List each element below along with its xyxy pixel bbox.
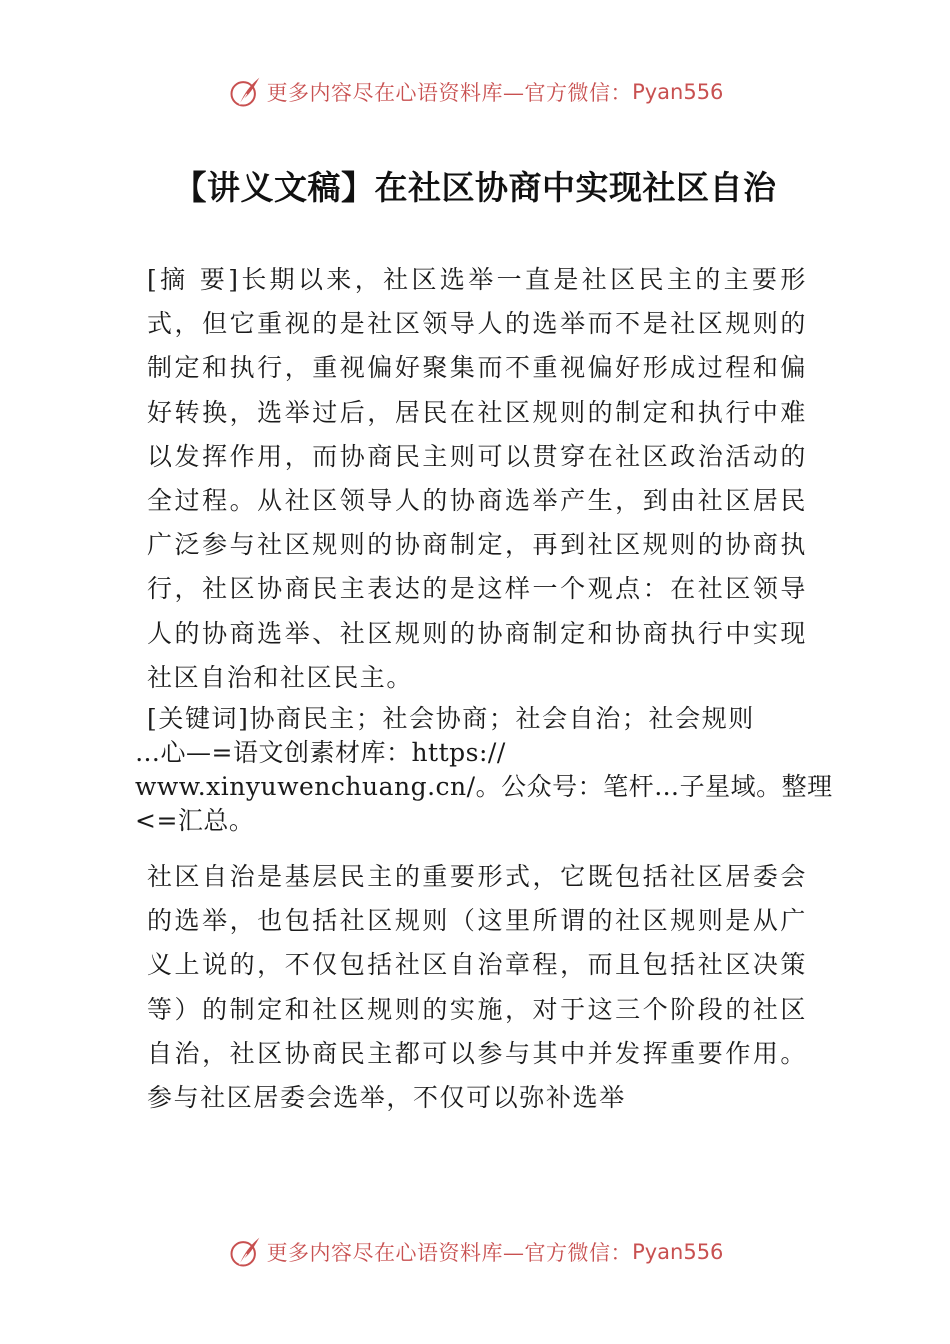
keywords-line: [关键词]协商民主；社会协商；社会自治；社会规则 [147,704,755,733]
abstract-paragraph: [摘 要]长期以来，社区选举一直是社区民主的主要形式，但它重视的是社区领导人的选举而不是社区规则的制定和执行，重视偏好聚集而不重视偏好形成过程和偏好转换，选举过后，居民在社区规则的制定和执行中难以发挥作用，而协商民主则可以贯穿在社区政治活动的全过程。从社区领导人的协商选举产生，到由社区居民广泛参与社区规则的协商制定，再到社区规则的协商执行，社区协商民主表达的是这样一个观点：在社区领导人的协商选举、社区规则的协商制定和协商执行中实现社区自治和社区民主。 [147,265,807,692]
watermark-text [135,736,835,838]
watermark-line-1: …心—=语文创素材库：https:// [135,738,506,767]
banner-text: 更多内容尽在心语资料库—官方微信： [266,1241,633,1265]
document-title: 【讲义文稿】在社区协商中实现社区自治 [173,168,777,207]
banner-text: 更多内容尽在心语资料库—官方微信： [266,81,633,105]
banner-wechat-id: Pyan556 [632,80,724,104]
feather-circle-logo-icon [227,74,263,110]
header-banner [0,70,950,114]
body-paragraph: 社区自治是基层民主的重要形式，它既包括社区居委会的选举，也包括社区规则（这里所谓的社区规则是从广义上说的，不仅包括社区自治章程，而且包括社区决策等）的制定和社区规则的实施，对于这三个阶段的社区自治，社区协商民主都可以参与其中并发挥重要作用。参与社区居委会选举，不仅可以弥补选举 [147,862,807,1113]
banner-wechat-id: Pyan556 [632,1240,724,1264]
footer-banner [0,1230,950,1274]
watermark-line-2: www.xinyuwenchuang.cn/。公众号：笔杆…子星域。整理<=汇总。 [135,772,833,835]
feather-circle-logo-icon [227,1234,263,1270]
